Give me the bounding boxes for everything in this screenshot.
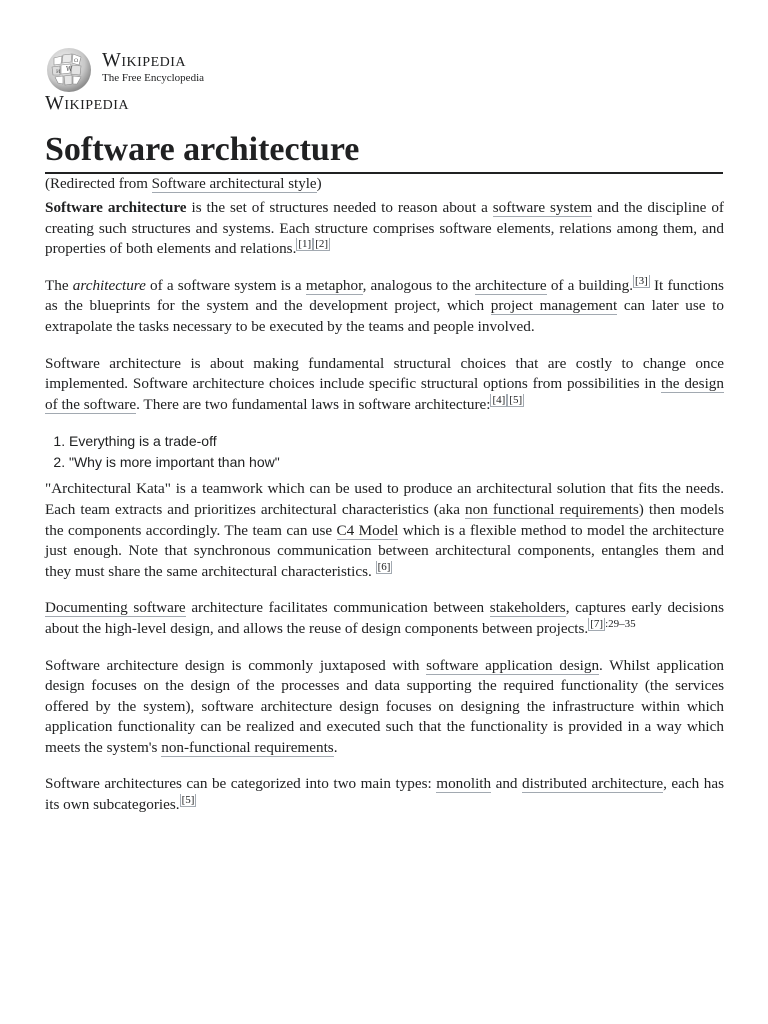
text: of a software system is a — [145, 276, 306, 294]
wordmark-title: Wikipedia — [102, 49, 187, 71]
text: It functions as the blueprints for the system and the development project, which — [45, 276, 724, 315]
paragraph-metaphor — [45, 276, 724, 338]
text: Software architecture is about making fundamental structural choices that are costly to change once implemented. Software architecture choices include specific structural options from possibilities in — [45, 354, 724, 393]
text: is the set of structures needed to reason about a — [186, 199, 493, 216]
paragraph-design — [45, 656, 724, 759]
text: The — [45, 276, 73, 294]
text: ) then models the components accordingly. The team can use — [45, 500, 725, 539]
link-monolith[interactable]: monolith — [436, 775, 492, 793]
link-stakeholders[interactable]: stakeholders — [489, 599, 566, 617]
citation-7[interactable]: [7] — [590, 617, 604, 630]
citation-4[interactable]: [4] — [492, 393, 506, 406]
paragraph-intro — [45, 198, 724, 260]
citation-1[interactable]: [1] — [298, 238, 312, 251]
text: . Whilst application design focuses on the design of the processes and data supporting the required functionality (the services offered by the system), software architecture design focuses on designing the infrastructure within which application functionality can be realized and executed such that the functionality is provided in a way which meets the system's — [45, 656, 725, 756]
paragraph-kata — [45, 479, 724, 582]
svg-text:W: W — [66, 66, 73, 73]
paragraph-choices — [45, 354, 724, 416]
citation-3[interactable]: [3] — [635, 274, 648, 287]
text: . — [333, 738, 338, 756]
citation-5b[interactable]: [5] — [181, 794, 195, 806]
citation-6[interactable]: [6] — [377, 560, 391, 573]
redirect-notice — [45, 174, 322, 194]
text: Software architecture design is commonly juxtaposed with — [45, 656, 427, 674]
link-metaphor[interactable]: metaphor — [305, 276, 363, 294]
link-software-application-design[interactable]: software application design — [426, 656, 600, 674]
redirect-suffix: ) — [316, 176, 322, 192]
svg-text:И: И — [56, 69, 61, 75]
citation-2[interactable]: [2] — [315, 238, 329, 251]
citation-5[interactable]: [5] — [509, 393, 523, 406]
text: , analogous to the — [362, 276, 475, 294]
text: "Architectural Kata" is a teamwork which can be used to produce an architectural solution that fits the needs. Each team extracts and prioritizes architectural characteristics (aka — [45, 480, 724, 518]
laws-list — [45, 431, 724, 473]
text: which is a flexible method to model the architecture just enough. Note that synchronous communication between architectural components, entangles them and they must share the same architectural characteristics. — [45, 521, 724, 580]
link-distributed-architecture[interactable]: distributed architecture — [522, 775, 664, 793]
wordmark-tagline: The Free Encyclopedia — [102, 72, 205, 84]
bold-term: Software architecture — [45, 199, 187, 216]
link-software-system[interactable]: software system — [492, 199, 593, 216]
wikipedia-globe-icon — [44, 44, 94, 94]
redirect-prefix: (Redirected from — [45, 176, 152, 192]
page-title: Software architecture — [45, 130, 723, 174]
text: of a building. — [546, 276, 633, 294]
site-logo[interactable] — [44, 44, 204, 92]
paragraph-types — [45, 774, 724, 815]
italic-term: architecture — [72, 276, 146, 294]
svg-text:Ω: Ω — [74, 58, 79, 64]
citation-pages: :29–35 — [605, 617, 636, 630]
text: Software architectures can be categorized into two main types: — [45, 775, 437, 793]
wordmark-secondary[interactable]: Wikipedia — [45, 92, 130, 114]
text: and — [491, 775, 523, 793]
link-c4-model[interactable]: C4 Model — [336, 521, 399, 539]
text: and the discipline of creating such structures and systems. Each structure comprises software elements, relations among them, and properties of both elements and relations. — [45, 199, 724, 258]
text: , captures early decisions about the high-level design, and allows the reuse of design components between projects. — [45, 599, 724, 637]
link-design-of-software[interactable]: the design of the software — [45, 375, 724, 413]
link-non-functional-requirements-2[interactable]: non-functional requirements — [161, 738, 334, 756]
link-project-management[interactable]: project management — [490, 297, 618, 315]
link-documenting-software[interactable]: Documenting software — [45, 599, 186, 617]
redirect-link[interactable]: Software architectural style — [151, 176, 317, 192]
list-item: 2. "Why is more important than how" — [69, 452, 724, 473]
article-body — [45, 198, 724, 832]
text: can later use to extrapolate the tasks necessary to be executed by the teams and people involved. — [45, 297, 724, 335]
wordmark — [102, 49, 204, 84]
paragraph-documenting — [45, 598, 724, 639]
text: architecture facilitates communication between — [185, 599, 490, 617]
link-architecture[interactable]: architecture — [475, 276, 547, 294]
text: . There are two fundamental laws in software architecture: — [136, 395, 491, 413]
link-non-functional-requirements[interactable]: non functional requirements — [465, 500, 639, 518]
text: , each has its own subcategories. — [45, 775, 724, 814]
list-item: 1. Everything is a trade-off — [69, 431, 724, 452]
